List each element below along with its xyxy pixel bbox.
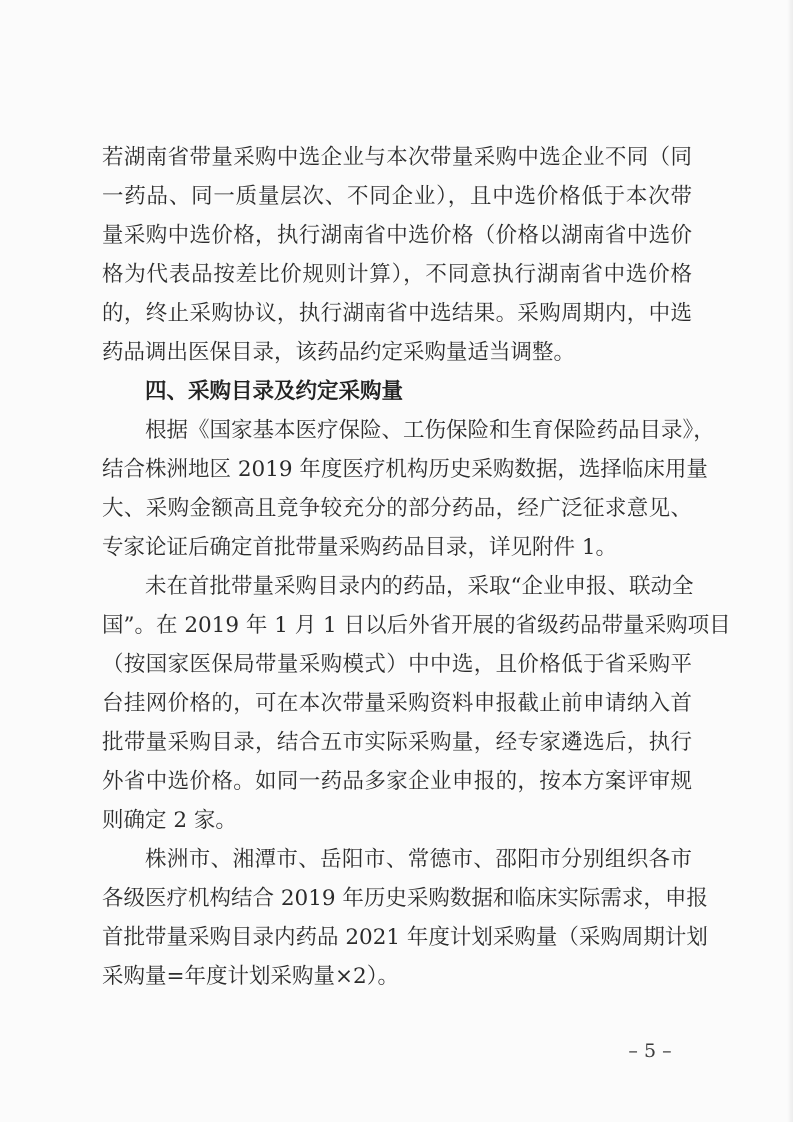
text-line: 大、采购金额高且竞争较充分的部分药品，经广泛征求意见、 [102, 496, 692, 521]
paragraph [102, 840, 708, 996]
text-line: 一药品、同一质量层次、不同企业），且中选价格低于本次带 [102, 184, 692, 209]
paragraph [102, 411, 715, 567]
text-line: 的，终止采购协议，执行湖南省中选结果。采购周期内，中选 [102, 301, 692, 326]
text-line: 则确定 2 家。 [102, 808, 237, 833]
text-line: 首批带量采购目录内药品 2021 年度计划采购量（采购周期计划 [102, 925, 708, 950]
text-line: 量采购中选价格，执行湖南省中选价格（价格以湖南省中选价 [102, 223, 692, 248]
page-number: – 5 – [628, 1040, 672, 1062]
text-line: 药品调出医保目录，该药品约定采购量适当调整。 [102, 340, 576, 365]
text-line: 各级医疗机构结合 2019 年历史采购数据和临床实际需求，申报 [102, 886, 708, 911]
text-line: 格为代表品按差比价规则计算），不同意执行湖南省中选价格 [102, 262, 692, 287]
text-line: 台挂网价格的，可在本次带量采购资料申报截止前申请纳入首 [102, 691, 692, 716]
document-body [102, 138, 731, 996]
text-line: 国”。在 2019 年 1 月 1 日以后外省开展的省级药品带量采购项目 [102, 613, 731, 638]
text-line: 若湖南省带量采购中选企业与本次带量采购中选企业不同（同 [102, 145, 692, 170]
text-line: 结合株洲地区 2019 年度医疗机构历史采购数据，选择临床用量 [102, 457, 708, 482]
text-line: 批带量采购目录，结合五市实际采购量，经专家遴选后，执行 [102, 730, 692, 755]
text-line: （按国家医保局带量采购模式）中中选，且价格低于省采购平 [102, 652, 692, 677]
paragraph [102, 567, 731, 840]
text-line: 根据《国家基本医疗保险、工伤保险和生育保险药品目录》， [145, 418, 715, 443]
text-line: 采购量=年度计划采购量×2）。 [102, 964, 399, 989]
text-line: 未在首批带量采购目录内的药品，采取“企业申报、联动全 [145, 574, 694, 599]
text-line: 外省中选价格。如同一药品多家企业申报的，按本方案评审规 [102, 769, 692, 794]
page-edge-shadow [787, 0, 793, 1122]
paragraph [102, 138, 692, 372]
section-heading: 四、采购目录及约定采购量 [145, 379, 404, 404]
text-line: 株洲市、湘潭市、岳阳市、常德市、邵阳市分别组织各市 [145, 847, 692, 872]
text-line: 专家论证后确定首批带量采购药品目录，详见附件 1。 [102, 535, 618, 560]
